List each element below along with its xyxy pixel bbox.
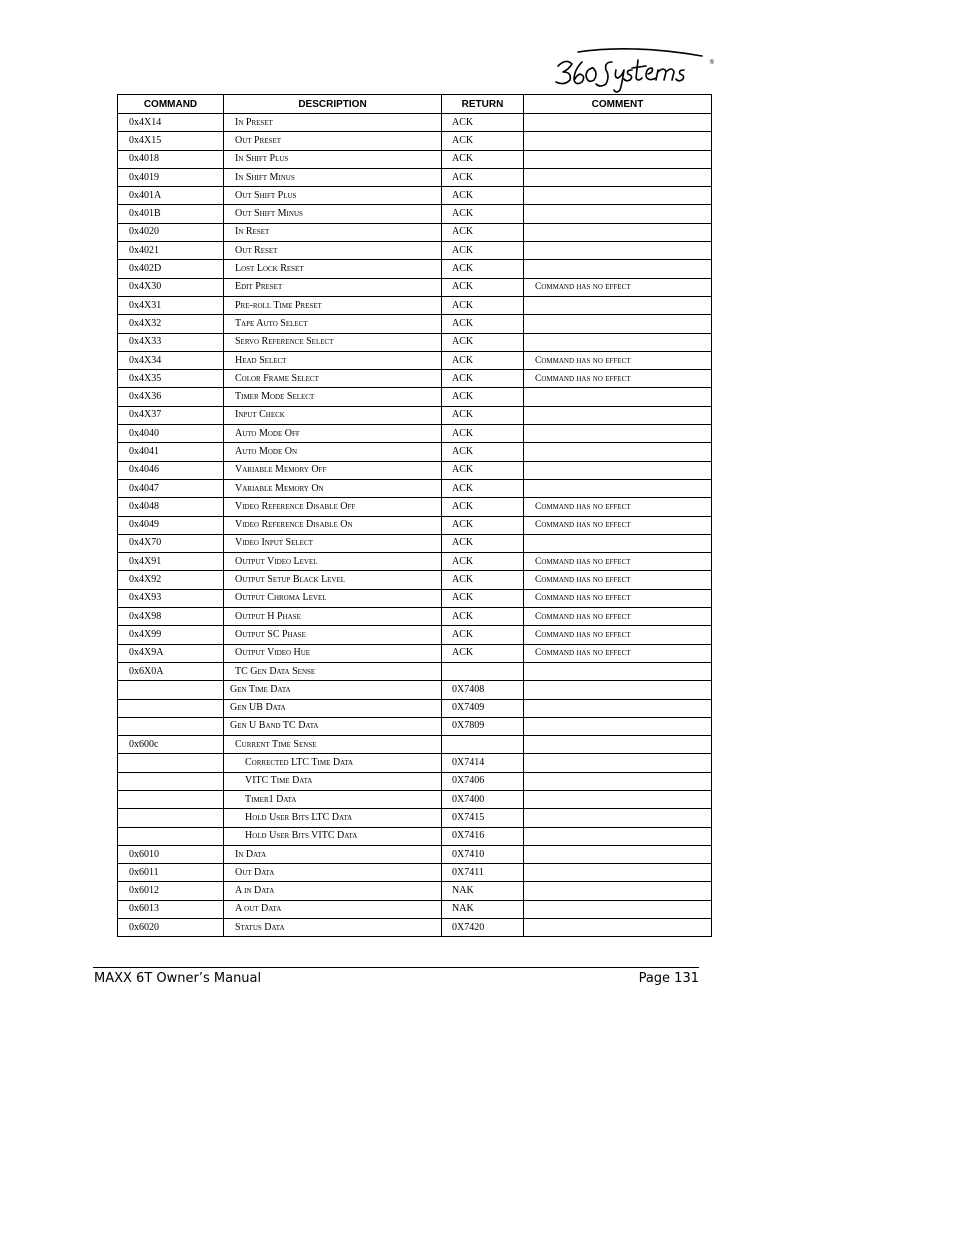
cell-return <box>442 736 524 754</box>
table-row <box>118 479 712 497</box>
cell-description: Color Frame Select <box>224 370 442 388</box>
cell-command: 0x4X98 <box>118 608 224 626</box>
cell-comment: Command has no effect <box>524 571 712 589</box>
cell-description: Out Data <box>224 864 442 882</box>
table-row <box>118 754 712 772</box>
cell-comment <box>524 132 712 150</box>
cell-comment: Command has no effect <box>524 498 712 516</box>
cell-command: 0x401A <box>118 187 224 205</box>
cell-comment <box>524 260 712 278</box>
cell-command: 0x4X32 <box>118 315 224 333</box>
logo-script-mark <box>552 46 714 94</box>
cell-return: ACK <box>442 168 524 186</box>
cell-return: ACK <box>442 626 524 644</box>
cell-description: Out Preset <box>224 132 442 150</box>
cell-comment <box>524 827 712 845</box>
cell-description: In Reset <box>224 223 442 241</box>
cell-comment <box>524 406 712 424</box>
cell-description: Head Select <box>224 351 442 369</box>
cell-command: 0x4X35 <box>118 370 224 388</box>
table-row <box>118 699 712 717</box>
cell-description: Lost Lock Reset <box>224 260 442 278</box>
cell-description: Out Shift Plus <box>224 187 442 205</box>
cell-comment: Command has no effect <box>524 626 712 644</box>
cell-comment <box>524 772 712 790</box>
table-row <box>118 919 712 937</box>
cell-comment: Command has no effect <box>524 608 712 626</box>
cell-command: 0x6010 <box>118 845 224 863</box>
table-row <box>118 150 712 168</box>
cell-comment <box>524 150 712 168</box>
table-row <box>118 845 712 863</box>
cell-return: 0X7400 <box>442 790 524 808</box>
table-row <box>118 644 712 662</box>
cell-return: ACK <box>442 644 524 662</box>
table-row <box>118 516 712 534</box>
table-row <box>118 882 712 900</box>
table-row <box>118 498 712 516</box>
cell-command: 0x402D <box>118 260 224 278</box>
table-row <box>118 827 712 845</box>
table-row <box>118 315 712 333</box>
cell-command <box>118 827 224 845</box>
cell-comment <box>524 205 712 223</box>
cell-command: 0x4020 <box>118 223 224 241</box>
cell-comment <box>524 736 712 754</box>
cell-command: 0x4X30 <box>118 278 224 296</box>
footer-page-number: Page 131 <box>638 971 699 986</box>
cell-description: Out Reset <box>224 242 442 260</box>
table-row <box>118 168 712 186</box>
cell-description: Hold User Bits LTC Data <box>224 809 442 827</box>
table-row <box>118 388 712 406</box>
cell-command: 0x6012 <box>118 882 224 900</box>
cell-comment <box>524 296 712 314</box>
cell-description: Pre-roll Time Preset <box>224 296 442 314</box>
cell-return: 0X7415 <box>442 809 524 827</box>
cell-description: Output SC Phase <box>224 626 442 644</box>
table-row <box>118 681 712 699</box>
cell-command: 0x4X34 <box>118 351 224 369</box>
col-header-command: COMMAND <box>118 95 224 114</box>
cell-comment <box>524 223 712 241</box>
cell-description: In Data <box>224 845 442 863</box>
table-row <box>118 571 712 589</box>
cell-return: ACK <box>442 589 524 607</box>
table-row <box>118 790 712 808</box>
cell-command <box>118 699 224 717</box>
cell-description: Output Video Level <box>224 553 442 571</box>
col-header-comment: COMMENT <box>524 95 712 114</box>
cell-command: 0x4046 <box>118 461 224 479</box>
cell-command <box>118 754 224 772</box>
cell-description: Output Video Hue <box>224 644 442 662</box>
table-row <box>118 223 712 241</box>
cell-command: 0x4X92 <box>118 571 224 589</box>
table-header-row <box>118 95 712 114</box>
cell-return: ACK <box>442 223 524 241</box>
cell-command: 0x4048 <box>118 498 224 516</box>
cell-description: Gen Time Data <box>224 681 442 699</box>
command-table <box>117 94 712 937</box>
cell-return: 0X7411 <box>442 864 524 882</box>
cell-comment <box>524 479 712 497</box>
cell-comment <box>524 534 712 552</box>
table-row <box>118 864 712 882</box>
cell-return: 0X7414 <box>442 754 524 772</box>
cell-command: 0x6X0A <box>118 662 224 680</box>
cell-command: 0x4X14 <box>118 114 224 132</box>
cell-return: 0X7420 <box>442 919 524 937</box>
cell-return: 0X7410 <box>442 845 524 863</box>
cell-return: ACK <box>442 425 524 443</box>
cell-command: 0x6011 <box>118 864 224 882</box>
cell-return: ACK <box>442 187 524 205</box>
cell-comment <box>524 699 712 717</box>
cell-comment <box>524 461 712 479</box>
table-row <box>118 351 712 369</box>
cell-command: 0x4X31 <box>118 296 224 314</box>
table-row <box>118 900 712 918</box>
cell-description: In Shift Plus <box>224 150 442 168</box>
table-row <box>118 406 712 424</box>
table-row <box>118 425 712 443</box>
cell-command <box>118 681 224 699</box>
cell-command <box>118 790 224 808</box>
cell-return <box>442 662 524 680</box>
cell-return: 0X7408 <box>442 681 524 699</box>
cell-description: VITC Time Data <box>224 772 442 790</box>
cell-description: Output Chroma Level <box>224 589 442 607</box>
cell-comment <box>524 315 712 333</box>
cell-return: ACK <box>442 114 524 132</box>
cell-comment <box>524 333 712 351</box>
footer-rule <box>93 967 699 968</box>
cell-return: 0X7406 <box>442 772 524 790</box>
cell-command: 0x4X70 <box>118 534 224 552</box>
cell-description: Output Setup Black Level <box>224 571 442 589</box>
cell-command: 0x4X33 <box>118 333 224 351</box>
cell-command: 0x4021 <box>118 242 224 260</box>
cell-description: Timer1 Data <box>224 790 442 808</box>
cell-command: 0x4019 <box>118 168 224 186</box>
cell-comment <box>524 717 712 735</box>
cell-comment <box>524 425 712 443</box>
cell-return: ACK <box>442 388 524 406</box>
cell-description: In Preset <box>224 114 442 132</box>
cell-comment <box>524 790 712 808</box>
cell-comment <box>524 662 712 680</box>
table-row <box>118 114 712 132</box>
cell-return: ACK <box>442 351 524 369</box>
cell-return: ACK <box>442 242 524 260</box>
cell-description: Video Input Select <box>224 534 442 552</box>
cell-return: ACK <box>442 553 524 571</box>
cell-command: 0x6013 <box>118 900 224 918</box>
cell-description: Output H Phase <box>224 608 442 626</box>
table-row <box>118 662 712 680</box>
cell-description: Edit Preset <box>224 278 442 296</box>
cell-comment: Command has no effect <box>524 553 712 571</box>
cell-command: 0x600c <box>118 736 224 754</box>
registered-mark: ® <box>709 60 714 66</box>
cell-command: 0x401B <box>118 205 224 223</box>
cell-command: 0x4X91 <box>118 553 224 571</box>
cell-description: Out Shift Minus <box>224 205 442 223</box>
cell-command: 0x6020 <box>118 919 224 937</box>
cell-description: Current Time Sense <box>224 736 442 754</box>
cell-command: 0x4X15 <box>118 132 224 150</box>
cell-comment: Command has no effect <box>524 351 712 369</box>
cell-description: Variable Memory Off <box>224 461 442 479</box>
cell-command: 0x4041 <box>118 443 224 461</box>
table-row <box>118 717 712 735</box>
cell-comment <box>524 681 712 699</box>
cell-description: A in Data <box>224 882 442 900</box>
cell-comment <box>524 845 712 863</box>
cell-command: 0x4X99 <box>118 626 224 644</box>
cell-description: In Shift Minus <box>224 168 442 186</box>
cell-description: Tape Auto Select <box>224 315 442 333</box>
table-row <box>118 626 712 644</box>
table-row <box>118 553 712 571</box>
cell-return: 0X7416 <box>442 827 524 845</box>
col-header-description: DESCRIPTION <box>224 95 442 114</box>
cell-command: 0x4X36 <box>118 388 224 406</box>
cell-description: Input Check <box>224 406 442 424</box>
cell-comment <box>524 754 712 772</box>
cell-description: Variable Memory On <box>224 479 442 497</box>
cell-comment <box>524 168 712 186</box>
table-row <box>118 242 712 260</box>
table-row <box>118 296 712 314</box>
table-row <box>118 772 712 790</box>
table-row <box>118 534 712 552</box>
table-row <box>118 333 712 351</box>
cell-comment <box>524 187 712 205</box>
cell-command: 0x4X93 <box>118 589 224 607</box>
cell-return: ACK <box>442 370 524 388</box>
cell-description: Video Reference Disable On <box>224 516 442 534</box>
table-row <box>118 278 712 296</box>
table-row <box>118 187 712 205</box>
table-row <box>118 809 712 827</box>
cell-comment <box>524 114 712 132</box>
cell-comment <box>524 809 712 827</box>
cell-description: Corrected LTC Time Data <box>224 754 442 772</box>
cell-command <box>118 809 224 827</box>
cell-command: 0x4018 <box>118 150 224 168</box>
cell-command: 0x4X37 <box>118 406 224 424</box>
cell-return: ACK <box>442 498 524 516</box>
col-header-return: RETURN <box>442 95 524 114</box>
cell-command: 0x4049 <box>118 516 224 534</box>
cell-return: ACK <box>442 406 524 424</box>
cell-comment <box>524 919 712 937</box>
cell-command: 0x4X9A <box>118 644 224 662</box>
table-row <box>118 370 712 388</box>
table-row <box>118 132 712 150</box>
table-row <box>118 461 712 479</box>
cell-return: 0X7409 <box>442 699 524 717</box>
table-row <box>118 205 712 223</box>
cell-return: ACK <box>442 260 524 278</box>
cell-comment: Command has no effect <box>524 370 712 388</box>
cell-comment <box>524 882 712 900</box>
cell-comment <box>524 900 712 918</box>
cell-description: Hold User Bits VITC Data <box>224 827 442 845</box>
cell-comment: Command has no effect <box>524 278 712 296</box>
cell-return: ACK <box>442 333 524 351</box>
cell-comment: Command has no effect <box>524 644 712 662</box>
cell-return: ACK <box>442 296 524 314</box>
cell-command <box>118 717 224 735</box>
table-row <box>118 736 712 754</box>
cell-command: 0x4047 <box>118 479 224 497</box>
cell-return: ACK <box>442 205 524 223</box>
cell-return: ACK <box>442 534 524 552</box>
cell-description: Auto Mode On <box>224 443 442 461</box>
cell-description: A out Data <box>224 900 442 918</box>
cell-comment <box>524 443 712 461</box>
table-body <box>118 114 712 937</box>
table-row <box>118 443 712 461</box>
cell-return: 0X7809 <box>442 717 524 735</box>
cell-return: ACK <box>442 132 524 150</box>
cell-return: ACK <box>442 516 524 534</box>
cell-comment: Command has no effect <box>524 589 712 607</box>
cell-return: NAK <box>442 900 524 918</box>
cell-return: ACK <box>442 608 524 626</box>
cell-return: ACK <box>442 461 524 479</box>
table-row <box>118 608 712 626</box>
cell-return: ACK <box>442 443 524 461</box>
company-logo <box>552 46 714 94</box>
cell-return: ACK <box>442 278 524 296</box>
cell-return: NAK <box>442 882 524 900</box>
cell-description: Auto Mode Off <box>224 425 442 443</box>
cell-return: ACK <box>442 150 524 168</box>
cell-comment: Command has no effect <box>524 516 712 534</box>
table-row <box>118 260 712 278</box>
cell-description: Gen UB Data <box>224 699 442 717</box>
footer-manual-title: MAXX 6T Owner’s Manual <box>94 971 262 986</box>
cell-comment <box>524 242 712 260</box>
cell-description: Status Data <box>224 919 442 937</box>
cell-return: ACK <box>442 315 524 333</box>
cell-comment <box>524 388 712 406</box>
cell-description: Gen U Band TC Data <box>224 717 442 735</box>
cell-return: ACK <box>442 479 524 497</box>
cell-description: Servo Reference Select <box>224 333 442 351</box>
table-row <box>118 589 712 607</box>
cell-comment <box>524 864 712 882</box>
cell-return: ACK <box>442 571 524 589</box>
cell-description: Timer Mode Select <box>224 388 442 406</box>
cell-command <box>118 772 224 790</box>
cell-description: TC Gen Data Sense <box>224 662 442 680</box>
cell-command: 0x4040 <box>118 425 224 443</box>
cell-description: Video Reference Disable Off <box>224 498 442 516</box>
